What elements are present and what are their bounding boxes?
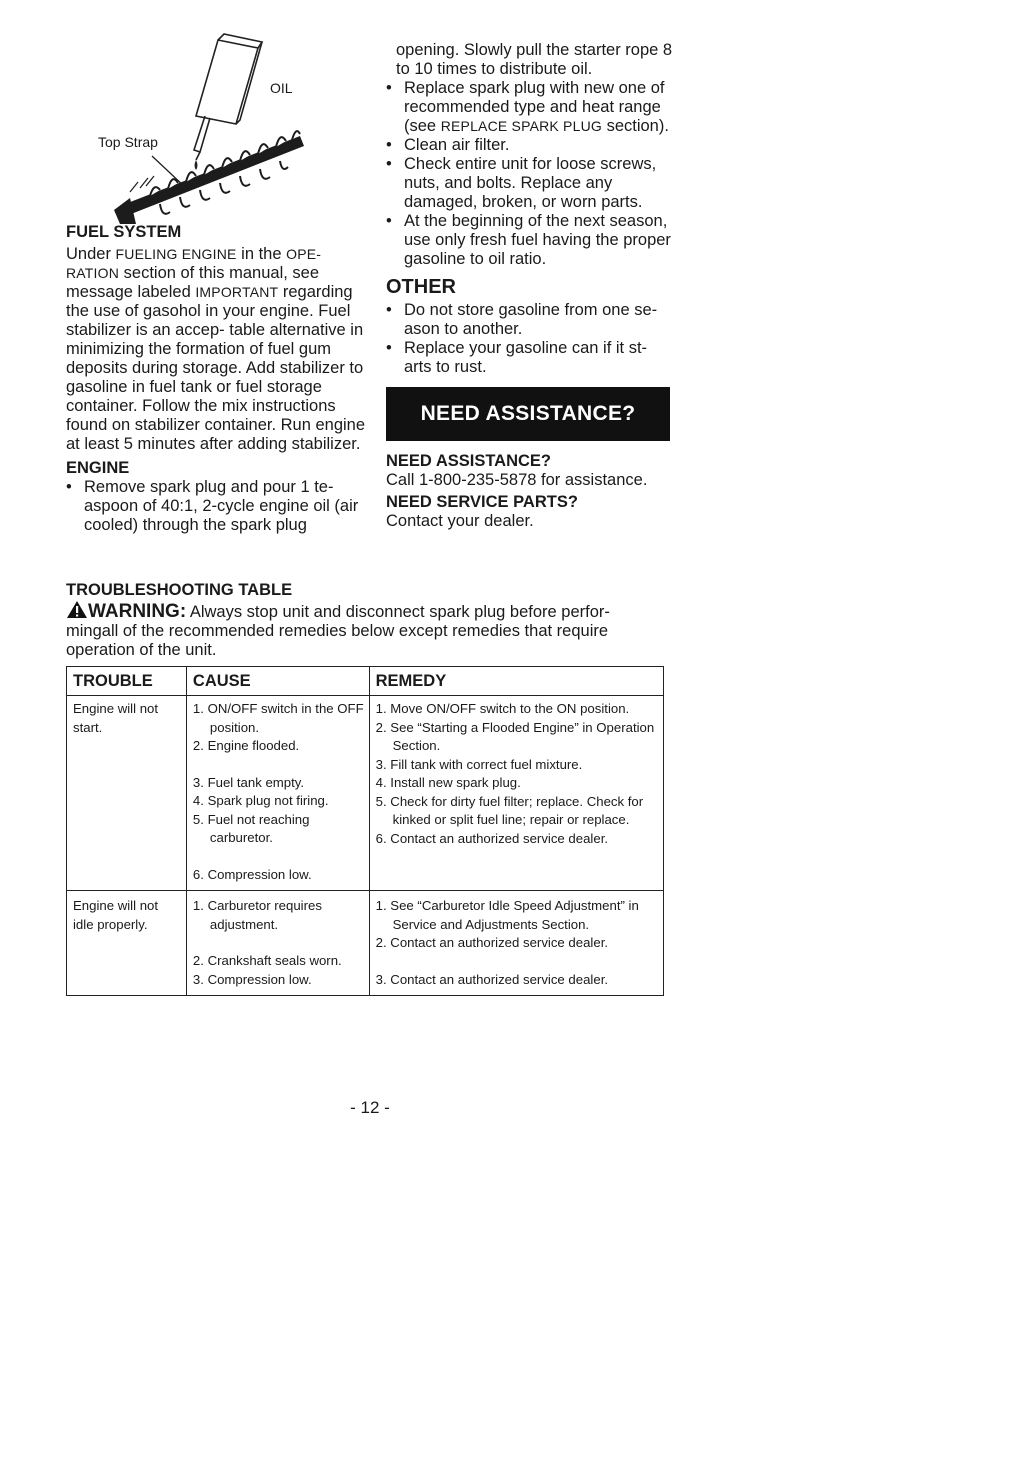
page-number: - 12 - (350, 1098, 390, 1117)
fuel-system-heading: FUEL SYSTEM (66, 223, 182, 241)
left-column (66, 222, 366, 535)
list-item: • Replace spark plug with new one of recommended type and heat range (see REPLACE SPARK PLUG section). (386, 79, 678, 136)
cause-cell (186, 696, 369, 891)
column-header-remedy: REMEDY (369, 667, 663, 696)
oil-label: OIL (270, 80, 293, 96)
trouble-cell: Engine will not idle properly. (67, 891, 187, 996)
cause-item: 2. Crankshaft seals worn. (192, 953, 342, 968)
warning-paragraph (66, 600, 666, 660)
other-list (386, 301, 678, 377)
troubleshooting-section (66, 580, 666, 996)
remedy-item: 6. Contact an authorized service dealer. (375, 830, 609, 846)
engine-list (66, 478, 366, 535)
need-assistance-heading: NEED ASSISTANCE? (386, 452, 552, 470)
list-item: • Clean air filter. (386, 136, 678, 155)
hedge-trimmer-drawing (90, 28, 320, 224)
warning-text: Always stop unit and disconnect spark plug before perfor- mingall of the recommended remedies below except remedies that require operation of the unit. (66, 603, 610, 659)
troubleshooting-table (66, 666, 664, 996)
column-header-trouble: TROUBLE (67, 667, 187, 696)
cause-item: 4. Spark plug not firing. (192, 793, 329, 808)
trouble-cell: Engine will not start. (67, 696, 187, 891)
troubleshooting-heading: TROUBLESHOOTING TABLE (66, 581, 293, 599)
engine-continued-text: opening. Slowly pull the starter rope 8 to 10 times to distribute oil. (396, 41, 673, 78)
cause-item: 1. Carburetor requires adjustment. (192, 898, 322, 932)
engine-heading: ENGINE (66, 459, 130, 477)
cause-item: 6. Compression low. (192, 866, 312, 882)
cause-item: 5. Fuel not reaching carburetor. (192, 811, 310, 845)
other-heading: OTHER (386, 276, 456, 298)
oil-trimmer-illustration (90, 28, 320, 224)
list-item: • Check entire unit for loose screws, nuts, and bolts. Replace any damaged, broken, or worn parts. (386, 155, 678, 212)
cause-item: 2. Engine flooded. (192, 738, 300, 753)
warning-word: WARNING: (88, 601, 187, 622)
top-strap-label: Top Strap (98, 134, 158, 150)
table-row (67, 891, 664, 996)
engine-bullets-continued (386, 79, 678, 269)
right-column (386, 41, 678, 531)
need-assistance-banner: NEED ASSISTANCE? (386, 387, 670, 441)
table-header-row (67, 667, 664, 696)
remedy-item: 3. Fill tank with correct fuel mixture. (375, 756, 583, 772)
assistance-phone-text: Call 1-800-235-5878 for assistance. (386, 471, 648, 489)
remedy-cell (369, 696, 663, 891)
remedy-item: 1. See “Carburetor Idle Speed Adjustment” in Service and Adjustments Section. (375, 898, 639, 932)
remedy-cell (369, 891, 663, 996)
remedy-item: 2. See “Starting a Flooded Engine” in Operation Section. (375, 719, 655, 753)
list-item: • At the beginning of the next season, use only fresh fuel having the proper gasoline to oil ratio. (386, 212, 678, 269)
cause-cell (186, 891, 369, 996)
cause-item: 3. Compression low. (192, 971, 312, 987)
remedy-item: 4. Install new spark plug. (375, 775, 521, 790)
list-item: • Remove spark plug and pour 1 te- aspoon of 40:1, 2-cycle engine oil (air cooled) through the spark plug (66, 478, 366, 535)
remedy-item: 5. Check for dirty fuel filter; replace. Check for kinked or split fuel line; repair or replace. (375, 793, 644, 827)
remedy-item: 2. Contact an authorized service dealer. (375, 935, 609, 950)
fuel-system-text: Under FUELING ENGINE in the OPE- RATION section of this manual, see message labeled IMPORTANT regarding the use of gasohol in your engine. Fuel stabilizer is an accep- table alternative in minimizing the formation of fuel gum deposits during storage. Add stabilizer to gasoline in fuel tank or fuel storage container. Follow the mix instructions found on stabilizer container. Run engine at least 5 minutes after adding stabilizer. (66, 245, 366, 453)
cause-item: 1. ON/OFF switch in the OFF position. (192, 701, 364, 735)
list-item: • Replace your gasoline can if it st- arts to rust. (386, 339, 678, 377)
cause-item: 3. Fuel tank empty. (192, 774, 305, 790)
warning-triangle-icon (66, 600, 88, 619)
remedy-item: 3. Contact an authorized service dealer. (375, 971, 609, 987)
column-header-cause: CAUSE (186, 667, 369, 696)
table-row (67, 696, 664, 891)
service-parts-heading: NEED SERVICE PARTS? (386, 493, 578, 511)
service-parts-text: Contact your dealer. (386, 512, 534, 530)
list-item: • Do not store gasoline from one se- ason to another. (386, 301, 678, 339)
remedy-item: 1. Move ON/OFF switch to the ON position. (375, 701, 630, 716)
